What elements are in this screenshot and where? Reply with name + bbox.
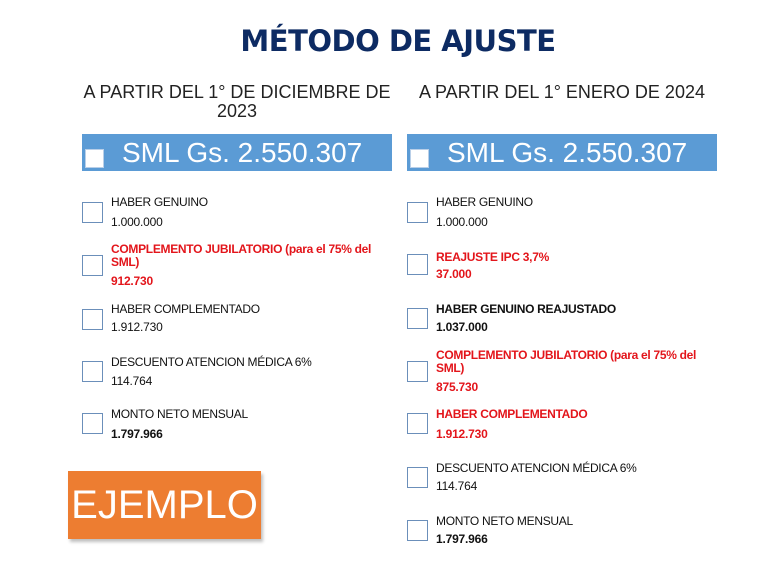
checkbox-icon (82, 413, 103, 434)
column-heading: A PARTIR DEL 1° ENERO DE 2024 (419, 82, 705, 102)
item-value: 1.037.000 (436, 320, 488, 334)
sml-text: SML Gs. 2.550.307 (122, 137, 363, 168)
item-value: 1.797.966 (436, 532, 488, 546)
item-label: HABER COMPLEMENTADO (436, 407, 588, 421)
column-heading: A PARTIR DEL 1° DE DICIEMBRE DE 2023 (83, 82, 391, 121)
checkbox-icon (407, 361, 428, 382)
checkbox-icon (82, 361, 103, 382)
checkbox-icon (407, 202, 428, 223)
checkbox-icon (82, 255, 103, 276)
checkbox-icon (407, 254, 428, 275)
square-bullet-icon (410, 149, 429, 168)
item-label: COMPLEMENTO JUBILATORIO (para el 75% del SML) (111, 242, 372, 269)
item-label: HABER GENUINO (111, 195, 208, 209)
item-value: 114.764 (111, 374, 153, 388)
item-label: MONTO NETO MENSUAL (111, 407, 248, 421)
item-label: HABER GENUINO (436, 195, 533, 209)
item-value: 1.912.730 (111, 320, 163, 334)
item-value: 912.730 (111, 274, 153, 288)
item-value: 1.797.966 (111, 427, 163, 441)
page-title: MÉTODO DE AJUSTE (240, 24, 556, 58)
item-value: 1.000.000 (436, 215, 488, 229)
checkbox-icon (407, 308, 428, 329)
item-value: 37.000 (436, 267, 472, 281)
checkbox-icon (82, 309, 103, 330)
item-value: 1.912.730 (436, 427, 488, 441)
sml-text: SML Gs. 2.550.307 (447, 137, 688, 168)
ejemplo-label: EJEMPLO (68, 471, 261, 539)
sml-banner (407, 134, 717, 171)
item-label: HABER GENUINO REAJUSTADO (436, 302, 616, 316)
checkbox-icon (407, 520, 428, 541)
item-value: 1.000.000 (111, 215, 163, 229)
checkbox-icon (407, 413, 428, 434)
square-bullet-icon (85, 149, 104, 168)
item-label: REAJUSTE IPC 3,7% (436, 250, 549, 264)
checkbox-icon (407, 467, 428, 488)
item-value: 114.764 (436, 479, 478, 493)
item-label: MONTO NETO MENSUAL (436, 514, 573, 528)
item-label: DESCUENTO ATENCION MÉDICA 6% (436, 461, 637, 475)
item-label: HABER COMPLEMENTADO (111, 302, 260, 316)
checkbox-icon (82, 202, 103, 223)
sml-banner (82, 134, 392, 171)
item-value: 875.730 (436, 380, 478, 394)
item-label: COMPLEMENTO JUBILATORIO (para el 75% del SML) (436, 348, 697, 375)
item-label: DESCUENTO ATENCION MÉDICA 6% (111, 355, 312, 369)
